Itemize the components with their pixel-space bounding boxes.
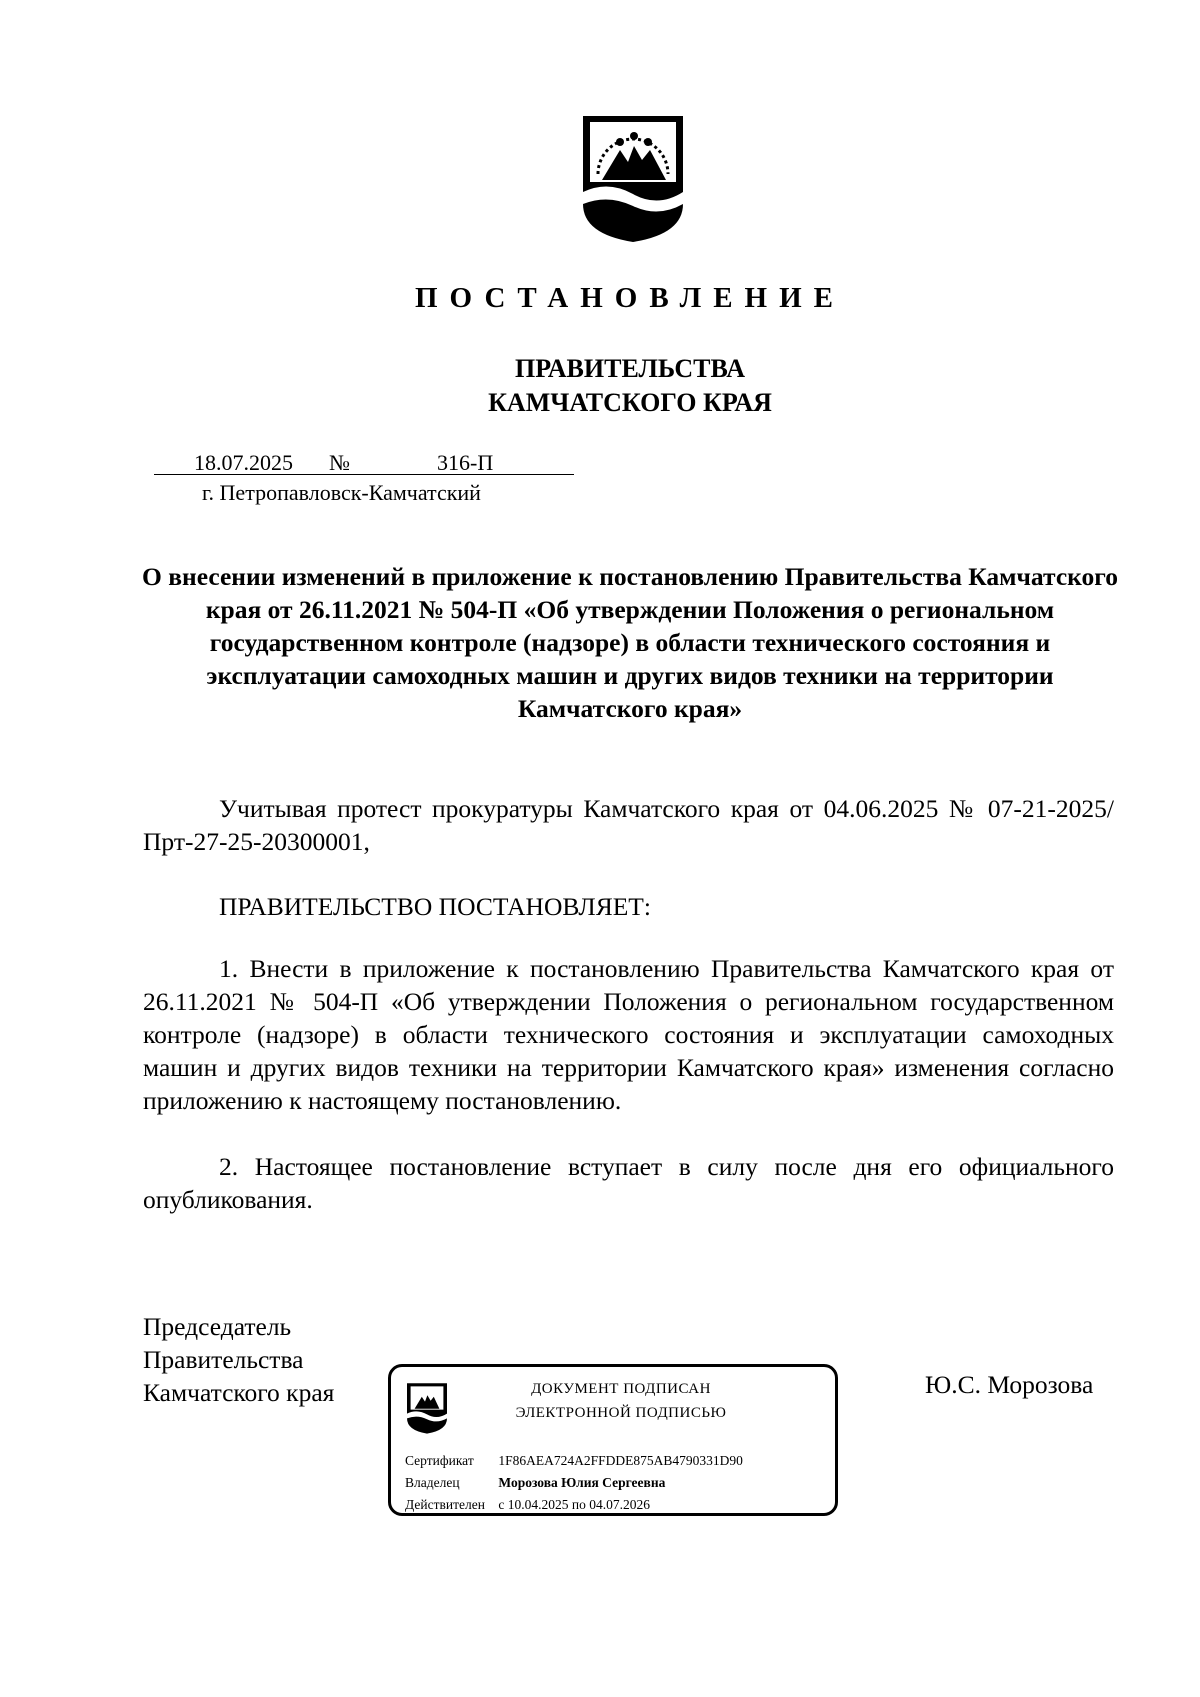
registration-row	[154, 450, 574, 478]
stamp-validity-row	[405, 1497, 650, 1513]
resolution-heading: ПРАВИТЕЛЬСТВО ПОСТАНОВЛЯЕТ:	[219, 892, 651, 921]
stamp-heading-line: ДОКУМЕНТ ПОДПИСАН	[531, 1381, 711, 1397]
certificate-label: Сертификат	[405, 1453, 474, 1468]
certificate-value: 1F86AEA724A2FFDDE875AB4790331D90	[498, 1453, 743, 1468]
stamp-heading	[471, 1377, 771, 1425]
stamp-certificate-row	[405, 1453, 743, 1469]
signer-position-line: Камчатского края	[143, 1378, 335, 1407]
owner-value: Морозова Юлия Сергеевна	[498, 1475, 666, 1490]
signer-position-line: Правительства	[143, 1345, 304, 1374]
basis-paragraph: Учитывая протест прокуратуры Камчатского края от 04.06.2025 № 07-21-2025/Прт-27-25-20300001,	[143, 794, 1114, 856]
coat-of-arms-icon	[578, 112, 688, 244]
authority-line: ПРАВИТЕЛЬСТВА	[515, 354, 745, 383]
document-date: 18.07.2025	[194, 450, 293, 475]
resolution-item-2: 2. Настоящее постановление вступает в силу после дня его официального опубликования.	[143, 1152, 1114, 1214]
city: г. Петропавловск-Камчатский	[202, 480, 481, 505]
stamp-emblem-icon	[405, 1379, 449, 1437]
signer-name: Ю.С. Морозова	[925, 1370, 1094, 1399]
owner-label: Владелец	[405, 1475, 460, 1490]
document-type: ПОСТАНОВЛЕНИЕ	[414, 282, 845, 314]
stamp-owner-row	[405, 1475, 665, 1491]
validity-value: с 10.04.2025 по 04.07.2026	[498, 1497, 650, 1512]
e-signature-stamp	[388, 1364, 838, 1516]
signer-position-line: Председатель	[143, 1312, 292, 1341]
document-title: О внесении изменений в приложение к постановлению Правительства Камчатского края от 26.11.2021 № 504-П «Об утверждении Положения о региональном государственном контроле (надзоре) в области технического состояния и эксплуатации самоходных машин и других видов техники на территории Камчатского края»	[142, 562, 1118, 723]
signer-position	[143, 1310, 334, 1409]
authority-line: КАМЧАТСКОГО КРАЯ	[488, 388, 772, 417]
issuing-authority	[0, 352, 1200, 420]
resolution-item-1: 1. Внести в приложение к постановлению Правительства Камчатского края от 26.11.2021 № 504-П «Об утверждении Положения о региональном государственном контроле (надзоре) в области технического состояния и эксплуатации самоходных машин и других видов техники на территории Камчатского края» изменения согласно приложению к настоящему постановлению.	[143, 954, 1114, 1115]
number-sign: №	[329, 450, 350, 475]
validity-label: Действителен	[405, 1497, 485, 1512]
document-number: 316-П	[437, 450, 494, 475]
stamp-heading-line: ЭЛЕКТРОННОЙ ПОДПИСЬЮ	[515, 1405, 727, 1421]
